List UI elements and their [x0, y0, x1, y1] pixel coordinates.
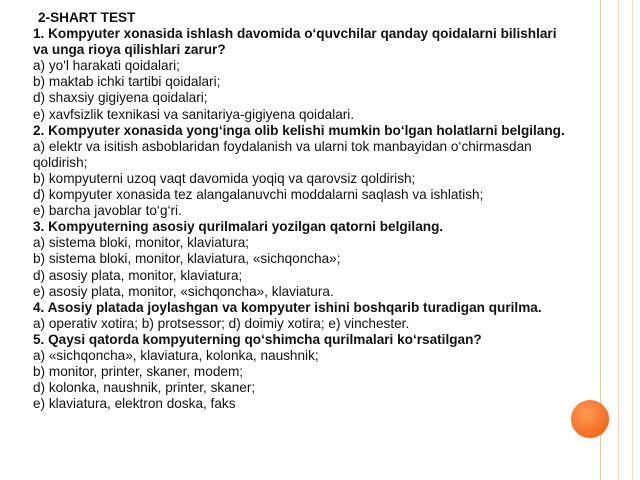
answer-option: e) klaviatura, elektron doska, faks [33, 396, 236, 412]
question-text: 2. Kompyuter xonasida yong‘inga olib kelishi mumkin bo‘lgan holatlarni belgilang. [33, 122, 565, 138]
question-block-1 [33, 26, 573, 123]
answer-option: d) kolonka, naushnik, printer, skaner; [33, 380, 256, 396]
frame-line-middle [618, 0, 619, 480]
answer-option: a) yo'l harakati qoidalari; [33, 58, 180, 74]
answer-option: a) «sichqoncha», klaviatura, kolonka, naushnik; [33, 347, 319, 363]
answer-option: e) asosiy plata, monitor, «sichqoncha», klaviatura. [33, 283, 334, 299]
test-content [33, 10, 573, 412]
question-text: 3. Kompyuterning asosiy qurilmalari yozilgan qatorni belgilang. [33, 219, 444, 235]
question-text: 1. Kompyuter xonasida ishlash davomida o‘quvchilar qanday qoidalarni bilishlari va unga rioya qilishlari zarur? [33, 26, 557, 58]
answer-option: b) monitor, printer, skaner, modem; [33, 364, 244, 380]
answer-option: b) sistema bloki, monitor, klaviatura, «sichqoncha»; [33, 251, 341, 267]
question-block-2 [33, 123, 573, 220]
question-block-3 [33, 219, 573, 299]
answer-option: a) sistema bloki, monitor, klaviatura; [33, 235, 250, 251]
answer-option: e) barcha javoblar to‘g‘ri. [33, 203, 182, 219]
frame-line-right [632, 0, 633, 480]
answer-option: e) xavfsizlik texnikasi va sanitariya-gigiyena qoidalari. [33, 106, 355, 122]
answer-option: a) elektr va isitish asboblaridan foydalanish va ularni tok manbayidan o‘chirmasdan qoldirish; [33, 138, 532, 170]
answer-option: d) kompyuter xonasida tez alangalanuvchi moddalarni saqlash va ishlatish; [33, 187, 484, 203]
orange-circle-decoration [571, 400, 609, 438]
answer-option: d) asosiy plata, monitor, klaviatura; [33, 267, 243, 283]
question-text: 5. Qaysi qatorda kompyuterning qo‘shimcha qurilmalari ko‘rsatilgan? [33, 331, 482, 347]
answer-option: b) kompyuterni uzoq vaqt davomida yoqiq va qarovsiz qoldirish; [33, 170, 416, 186]
answer-option: b) maktab ichki tartibi qoidalari; [33, 74, 221, 90]
answer-option: a) operativ xotira; b) protsessor; d) doimiy xotira; e) vinchester. [33, 315, 410, 331]
question-text: 4. Asosiy platada joylashgan va kompyuter ishini boshqarib turadigan qurilma. [33, 299, 542, 315]
answer-option: d) shaxsiy gigiyena qoidalari; [33, 90, 208, 106]
question-block-4 [33, 300, 573, 332]
question-block-5 [33, 332, 573, 412]
test-title: 2-SHART TEST [38, 10, 136, 25]
